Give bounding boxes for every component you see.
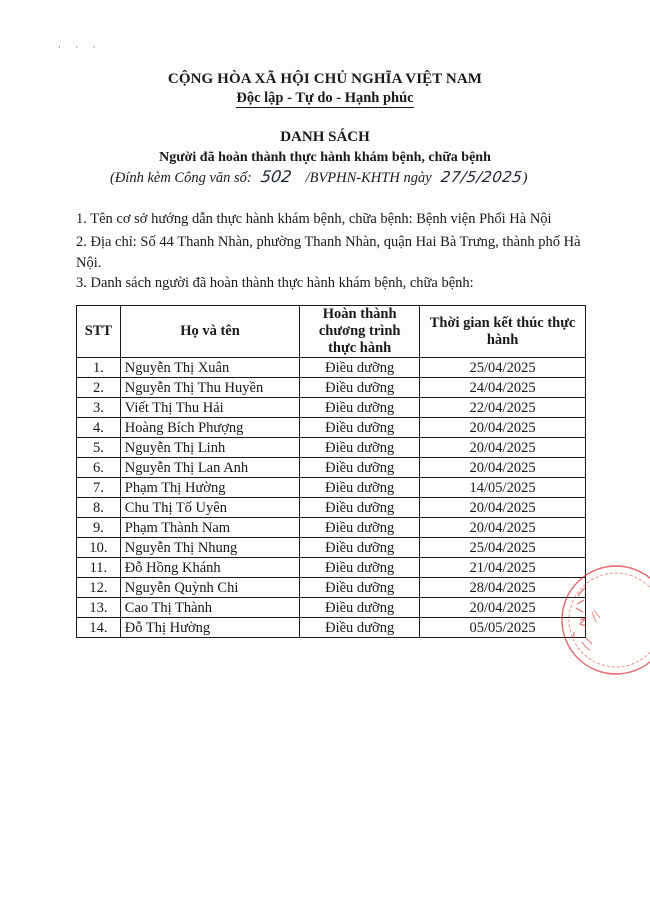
cell-name: Cao Thị Thành xyxy=(120,598,299,618)
reference-line xyxy=(110,167,528,187)
cell-name: Nguyễn Thị Lan Anh xyxy=(120,458,299,478)
cell-stt: 4. xyxy=(77,418,121,438)
cell-name: Phạm Thành Nam xyxy=(120,518,299,538)
cell-name: Hoàng Bích Phượng xyxy=(120,418,299,438)
cell-stt: 5. xyxy=(77,438,121,458)
cell-stt: 14. xyxy=(77,618,121,638)
cell-stt: 11. xyxy=(77,558,121,578)
ref-date-handwritten: 27/5/2025 xyxy=(439,168,524,186)
table-row xyxy=(77,618,586,638)
table-row xyxy=(77,498,586,518)
cell-stt: 10. xyxy=(77,538,121,558)
graduates-table xyxy=(76,305,586,638)
cell-end-date: 21/04/2025 xyxy=(420,558,586,578)
cell-stt: 2. xyxy=(77,378,121,398)
cell-program: Điều dưỡng xyxy=(300,478,420,498)
cell-end-date: 22/04/2025 xyxy=(420,398,586,418)
cell-end-date: 05/05/2025 xyxy=(420,618,586,638)
cell-program: Điều dưỡng xyxy=(300,498,420,518)
cell-end-date: 20/04/2025 xyxy=(420,598,586,618)
table-row xyxy=(77,458,586,478)
header-name: Họ và tên xyxy=(120,306,299,358)
table-header-row xyxy=(77,306,586,358)
cell-program: Điều dưỡng xyxy=(300,518,420,538)
cell-program: Điều dưỡng xyxy=(300,358,420,378)
cell-program: Điều dưỡng xyxy=(300,578,420,598)
table-row xyxy=(77,418,586,438)
ref-number-handwritten: 502 xyxy=(260,167,294,186)
table-row xyxy=(77,378,586,398)
cell-end-date: 20/04/2025 xyxy=(420,438,586,458)
cell-end-date: 25/04/2025 xyxy=(420,538,586,558)
national-title: CỘNG HÒA XÃ HỘI CHỦ NGHĨA VIỆT NAM xyxy=(167,71,483,87)
cell-stt: 6. xyxy=(77,458,121,478)
cell-name: Chu Thị Tố Uyên xyxy=(120,498,299,518)
cell-program: Điều dưỡng xyxy=(300,458,420,478)
table-row xyxy=(77,558,586,578)
cell-program: Điều dưỡng xyxy=(300,398,420,418)
header-stt: STT xyxy=(77,306,121,358)
cell-stt: 7. xyxy=(77,478,121,498)
cell-end-date: 25/04/2025 xyxy=(420,358,586,378)
scan-specks: · · · xyxy=(58,42,102,52)
cell-stt: 12. xyxy=(77,578,121,598)
ref-prefix: (Đính kèm Công văn số: xyxy=(110,170,252,186)
cell-name: Phạm Thị Hường xyxy=(120,478,299,498)
table-row xyxy=(77,478,586,498)
cell-program: Điều dưỡng xyxy=(300,618,420,638)
address-line: 2. Địa chỉ: Số 44 Thanh Nhàn, phường Thanh Nhàn, quận Hai Bà Trưng, thành phố Hà Nội. xyxy=(76,234,581,271)
cell-stt: 9. xyxy=(77,518,121,538)
cell-end-date: 24/04/2025 xyxy=(420,378,586,398)
national-motto xyxy=(0,90,650,107)
cell-end-date: 14/05/2025 xyxy=(420,478,586,498)
header-end-date: Thời gian kết thúc thực hành xyxy=(420,306,586,358)
cell-program: Điều dưỡng xyxy=(300,418,420,438)
cell-end-date: 28/04/2025 xyxy=(420,578,586,598)
header-program: Hoàn thành chương trình thực hành xyxy=(300,306,420,358)
table-row xyxy=(77,518,586,538)
cell-stt: 13. xyxy=(77,598,121,618)
cell-program: Điều dưỡng xyxy=(300,378,420,398)
cell-end-date: 20/04/2025 xyxy=(420,518,586,538)
ref-mid: /BVPHN-KHTH ngày xyxy=(305,170,432,186)
cell-name: Nguyễn Thị Thu Huyền xyxy=(120,378,299,398)
table-row xyxy=(77,578,586,598)
motto-text: Độc lập - Tự do - Hạnh phúc xyxy=(236,90,414,106)
document-subtitle: Người đã hoàn thành thực hành khám bệnh, chữa bệnh xyxy=(159,150,491,165)
cell-end-date: 20/04/2025 xyxy=(420,498,586,518)
cell-stt: 8. xyxy=(77,498,121,518)
list-intro-line: 3. Danh sách người đã hoàn thành thực hành khám bệnh, chữa bệnh: xyxy=(76,275,474,291)
cell-stt: 3. xyxy=(77,398,121,418)
cell-name: Nguyễn Thị Linh xyxy=(120,438,299,458)
cell-name: Nguyễn Quỳnh Chi xyxy=(120,578,299,598)
cell-name: Đỗ Hồng Khánh xyxy=(120,558,299,578)
cell-name: Đỗ Thị Hường xyxy=(120,618,299,638)
red-seal-stamp-fragment xyxy=(556,560,650,680)
cell-name: Nguyễn Thị Xuân xyxy=(120,358,299,378)
cell-name: Nguyễn Thị Nhung xyxy=(120,538,299,558)
table-row xyxy=(77,358,586,378)
table-row xyxy=(77,398,586,418)
table-row xyxy=(77,538,586,558)
cell-program: Điều dưỡng xyxy=(300,598,420,618)
table-row xyxy=(77,598,586,618)
table-row xyxy=(77,438,586,458)
cell-end-date: 20/04/2025 xyxy=(420,418,586,438)
cell-end-date: 20/04/2025 xyxy=(420,458,586,478)
cell-program: Điều dưỡng xyxy=(300,438,420,458)
cell-stt: 1. xyxy=(77,358,121,378)
cell-program: Điều dưỡng xyxy=(300,558,420,578)
document-title: DANH SÁCH xyxy=(280,129,370,145)
ref-suffix: ) xyxy=(522,170,528,186)
facility-name-line: 1. Tên cơ sở hướng dẫn thực hành khám bệnh, chữa bệnh: Bệnh viện Phổi Hà Nội xyxy=(76,211,552,227)
cell-name: Viết Thị Thu Hải xyxy=(120,398,299,418)
cell-program: Điều dưỡng xyxy=(300,538,420,558)
